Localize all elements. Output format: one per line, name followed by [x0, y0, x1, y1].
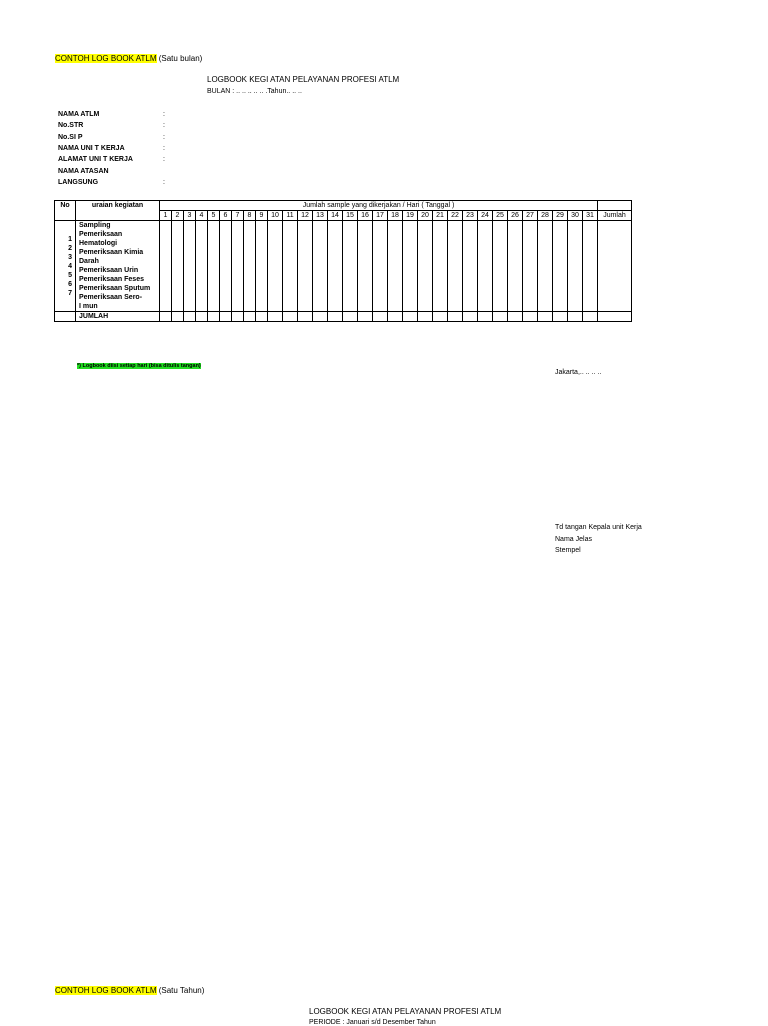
- field-colon: :: [163, 156, 165, 164]
- total-cell[interactable]: [268, 312, 283, 322]
- total-cell[interactable]: [196, 312, 208, 322]
- total-cell[interactable]: [208, 312, 220, 322]
- document-title-page2: LOGBOOK KEGI ATAN PELAYANAN PROFESI ATLM: [309, 1007, 502, 1016]
- day-header: 2: [172, 211, 184, 221]
- signature-block: [555, 522, 642, 557]
- header-blank-cell: [598, 201, 632, 211]
- col-header-jumlah: Jumlah: [598, 211, 632, 221]
- total-cell[interactable]: [598, 312, 632, 322]
- day-header: 11: [283, 211, 298, 221]
- entry-cell[interactable]: [232, 221, 244, 312]
- entry-cell[interactable]: [208, 221, 220, 312]
- day-header: 20: [418, 211, 433, 221]
- document-subtitle-page2: PERIODE : Januari s/d Desember Tahun: [309, 1019, 436, 1026]
- day-header: 10: [268, 211, 283, 221]
- total-cell[interactable]: [508, 312, 523, 322]
- day-header: 21: [433, 211, 448, 221]
- field-colon: :: [163, 122, 165, 130]
- heading-suffix: (Satu bulan): [158, 54, 203, 63]
- field-label: No.STR: [58, 122, 84, 130]
- day-header: 9: [256, 211, 268, 221]
- signature-line: Td tangan Kepala unit Kerja: [555, 524, 642, 531]
- day-header: 4: [196, 211, 208, 221]
- total-cell[interactable]: [583, 312, 598, 322]
- total-cell[interactable]: [418, 312, 433, 322]
- activity-name: I mun: [79, 303, 98, 310]
- total-cell[interactable]: [433, 312, 448, 322]
- entry-cell[interactable]: [313, 221, 328, 312]
- activity-name: Sampling: [79, 222, 111, 229]
- day-header: 16: [358, 211, 373, 221]
- entry-cell[interactable]: [523, 221, 538, 312]
- total-cell[interactable]: [448, 312, 463, 322]
- group-header: Jumlah sample yang dikerjakan / Hari ( Tanggal ): [160, 201, 598, 211]
- total-cell[interactable]: [232, 312, 244, 322]
- activity-name: Pemeriksaan: [79, 231, 123, 238]
- heading-highlight: CONTOH LOG BOOK ATLM: [55, 54, 157, 63]
- activity-number: 7: [68, 289, 72, 297]
- total-cell[interactable]: [373, 312, 388, 322]
- day-header: 13: [313, 211, 328, 221]
- field-label: NAMA ATASAN: [58, 167, 109, 175]
- field-colon: :: [163, 111, 165, 118]
- day-header: 15: [343, 211, 358, 221]
- day-header: 30: [568, 211, 583, 221]
- total-cell[interactable]: [493, 312, 508, 322]
- field-label: ALAMAT UNI T KERJA: [58, 156, 133, 164]
- total-cell[interactable]: [160, 312, 172, 322]
- entry-cell[interactable]: [256, 221, 268, 312]
- day-header: 8: [244, 211, 256, 221]
- day-header: 31: [583, 211, 598, 221]
- day-header: 19: [403, 211, 418, 221]
- day-header: 23: [463, 211, 478, 221]
- heading: [55, 54, 202, 63]
- entry-cell[interactable]: [433, 221, 448, 312]
- logbook-table: [54, 200, 632, 322]
- total-cell[interactable]: [244, 312, 256, 322]
- activity-name: Pemeriksaan Feses: [79, 276, 144, 283]
- entry-cell[interactable]: [172, 221, 184, 312]
- entry-cell[interactable]: [328, 221, 343, 312]
- activity-number: 1: [68, 235, 72, 243]
- day-header: 3: [184, 211, 196, 221]
- entry-cell[interactable]: [373, 221, 388, 312]
- col-header-no: No: [55, 201, 76, 221]
- entry-cell[interactable]: [343, 221, 358, 312]
- activity-name-cell: [76, 221, 160, 312]
- day-header: 26: [508, 211, 523, 221]
- activity-number: 6: [68, 280, 72, 288]
- footnote-text: *) Logbook diisi setiap hari (bisa ditulis tangan): [77, 363, 201, 369]
- activity-name: Pemeriksaan Sputum: [79, 285, 151, 292]
- day-header: 22: [448, 211, 463, 221]
- field-colon: :: [163, 144, 165, 152]
- activity-name: Darah: [79, 258, 99, 265]
- day-header: 17: [373, 211, 388, 221]
- total-cell[interactable]: [328, 312, 343, 322]
- activity-name: Hematologi: [79, 240, 118, 247]
- total-cell[interactable]: [313, 312, 328, 322]
- signature-stamp: Stempel: [555, 547, 581, 554]
- total-cell[interactable]: [478, 312, 493, 322]
- day-header: 28: [538, 211, 553, 221]
- day-header: 18: [388, 211, 403, 221]
- day-header: 25: [493, 211, 508, 221]
- total-cell[interactable]: [568, 312, 583, 322]
- entry-cell[interactable]: [160, 221, 172, 312]
- field-label: NAMA ATLM: [58, 111, 100, 118]
- entry-cell[interactable]: [538, 221, 553, 312]
- col-header-uraian: uraian kegiatan: [76, 201, 160, 221]
- entry-cell[interactable]: [463, 221, 478, 312]
- field-label: No.SI P: [58, 133, 83, 141]
- total-cell[interactable]: [283, 312, 298, 322]
- total-no-cell: [55, 312, 76, 322]
- field-colon: :: [163, 178, 165, 186]
- entry-cell[interactable]: [568, 221, 583, 312]
- total-cell[interactable]: [463, 312, 478, 322]
- entry-cell[interactable]: [358, 221, 373, 312]
- place-date: Jakarta,.. .. .. ..: [555, 369, 602, 376]
- day-header: 5: [208, 211, 220, 221]
- day-header: 27: [523, 211, 538, 221]
- entry-cell[interactable]: [196, 221, 208, 312]
- day-header: 1: [160, 211, 172, 221]
- heading-page2-suffix: (Satu Tahun): [158, 986, 205, 995]
- entry-cell[interactable]: [298, 221, 313, 312]
- signature-name: Nama Jelas: [555, 535, 592, 543]
- day-header: 24: [478, 211, 493, 221]
- field-label: NAMA UNI T KERJA: [58, 144, 125, 152]
- field-colon: :: [163, 133, 165, 141]
- activity-no-cell: [55, 221, 76, 312]
- activity-number: 5: [68, 271, 72, 279]
- total-cell[interactable]: [538, 312, 553, 322]
- total-cell[interactable]: [220, 312, 232, 322]
- total-cell[interactable]: [358, 312, 373, 322]
- document-title: LOGBOOK KEGI ATAN PELAYANAN PROFESI ATLM: [207, 75, 400, 84]
- entry-cell[interactable]: [388, 221, 403, 312]
- day-header: 12: [298, 211, 313, 221]
- activity-number: 4: [68, 262, 72, 270]
- total-cell[interactable]: [256, 312, 268, 322]
- total-cell[interactable]: [403, 312, 418, 322]
- day-header: 14: [328, 211, 343, 221]
- total-cell[interactable]: [184, 312, 196, 322]
- entry-cell[interactable]: [583, 221, 598, 312]
- entry-cell[interactable]: [493, 221, 508, 312]
- activity-number: 3: [68, 253, 72, 261]
- activity-name: Pemeriksaan Urin: [79, 267, 139, 274]
- activity-number: 2: [68, 244, 72, 252]
- total-label: JUMLAH: [76, 312, 160, 322]
- field-label: LANGSUNG: [58, 178, 99, 186]
- day-header: 29: [553, 211, 568, 221]
- entry-cell[interactable]: [598, 221, 632, 312]
- total-cell[interactable]: [172, 312, 184, 322]
- entry-cell[interactable]: [268, 221, 283, 312]
- total-cell[interactable]: [343, 312, 358, 322]
- heading-page2: [55, 986, 204, 995]
- total-cell[interactable]: [298, 312, 313, 322]
- document-subtitle: BULAN : .. .. .. .. .. .Tahun.. .. ..: [207, 88, 302, 95]
- activity-name: Pemeriksaan Kimia: [79, 249, 144, 256]
- total-cell[interactable]: [388, 312, 403, 322]
- footnote: [77, 363, 202, 370]
- entry-cell[interactable]: [448, 221, 463, 312]
- entry-cell[interactable]: [283, 221, 298, 312]
- total-cell[interactable]: [553, 312, 568, 322]
- day-header: 6: [220, 211, 232, 221]
- activity-name: Pemeriksaan Sero-: [79, 294, 143, 301]
- entry-cell[interactable]: [220, 221, 232, 312]
- entry-cell[interactable]: [508, 221, 523, 312]
- entry-cell[interactable]: [184, 221, 196, 312]
- entry-cell[interactable]: [478, 221, 493, 312]
- entry-cell[interactable]: [403, 221, 418, 312]
- day-header: 7: [232, 211, 244, 221]
- entry-cell[interactable]: [418, 221, 433, 312]
- heading-page2-highlight: CONTOH LOG BOOK ATLM: [55, 986, 157, 995]
- total-cell[interactable]: [523, 312, 538, 322]
- entry-cell[interactable]: [244, 221, 256, 312]
- entry-cell[interactable]: [553, 221, 568, 312]
